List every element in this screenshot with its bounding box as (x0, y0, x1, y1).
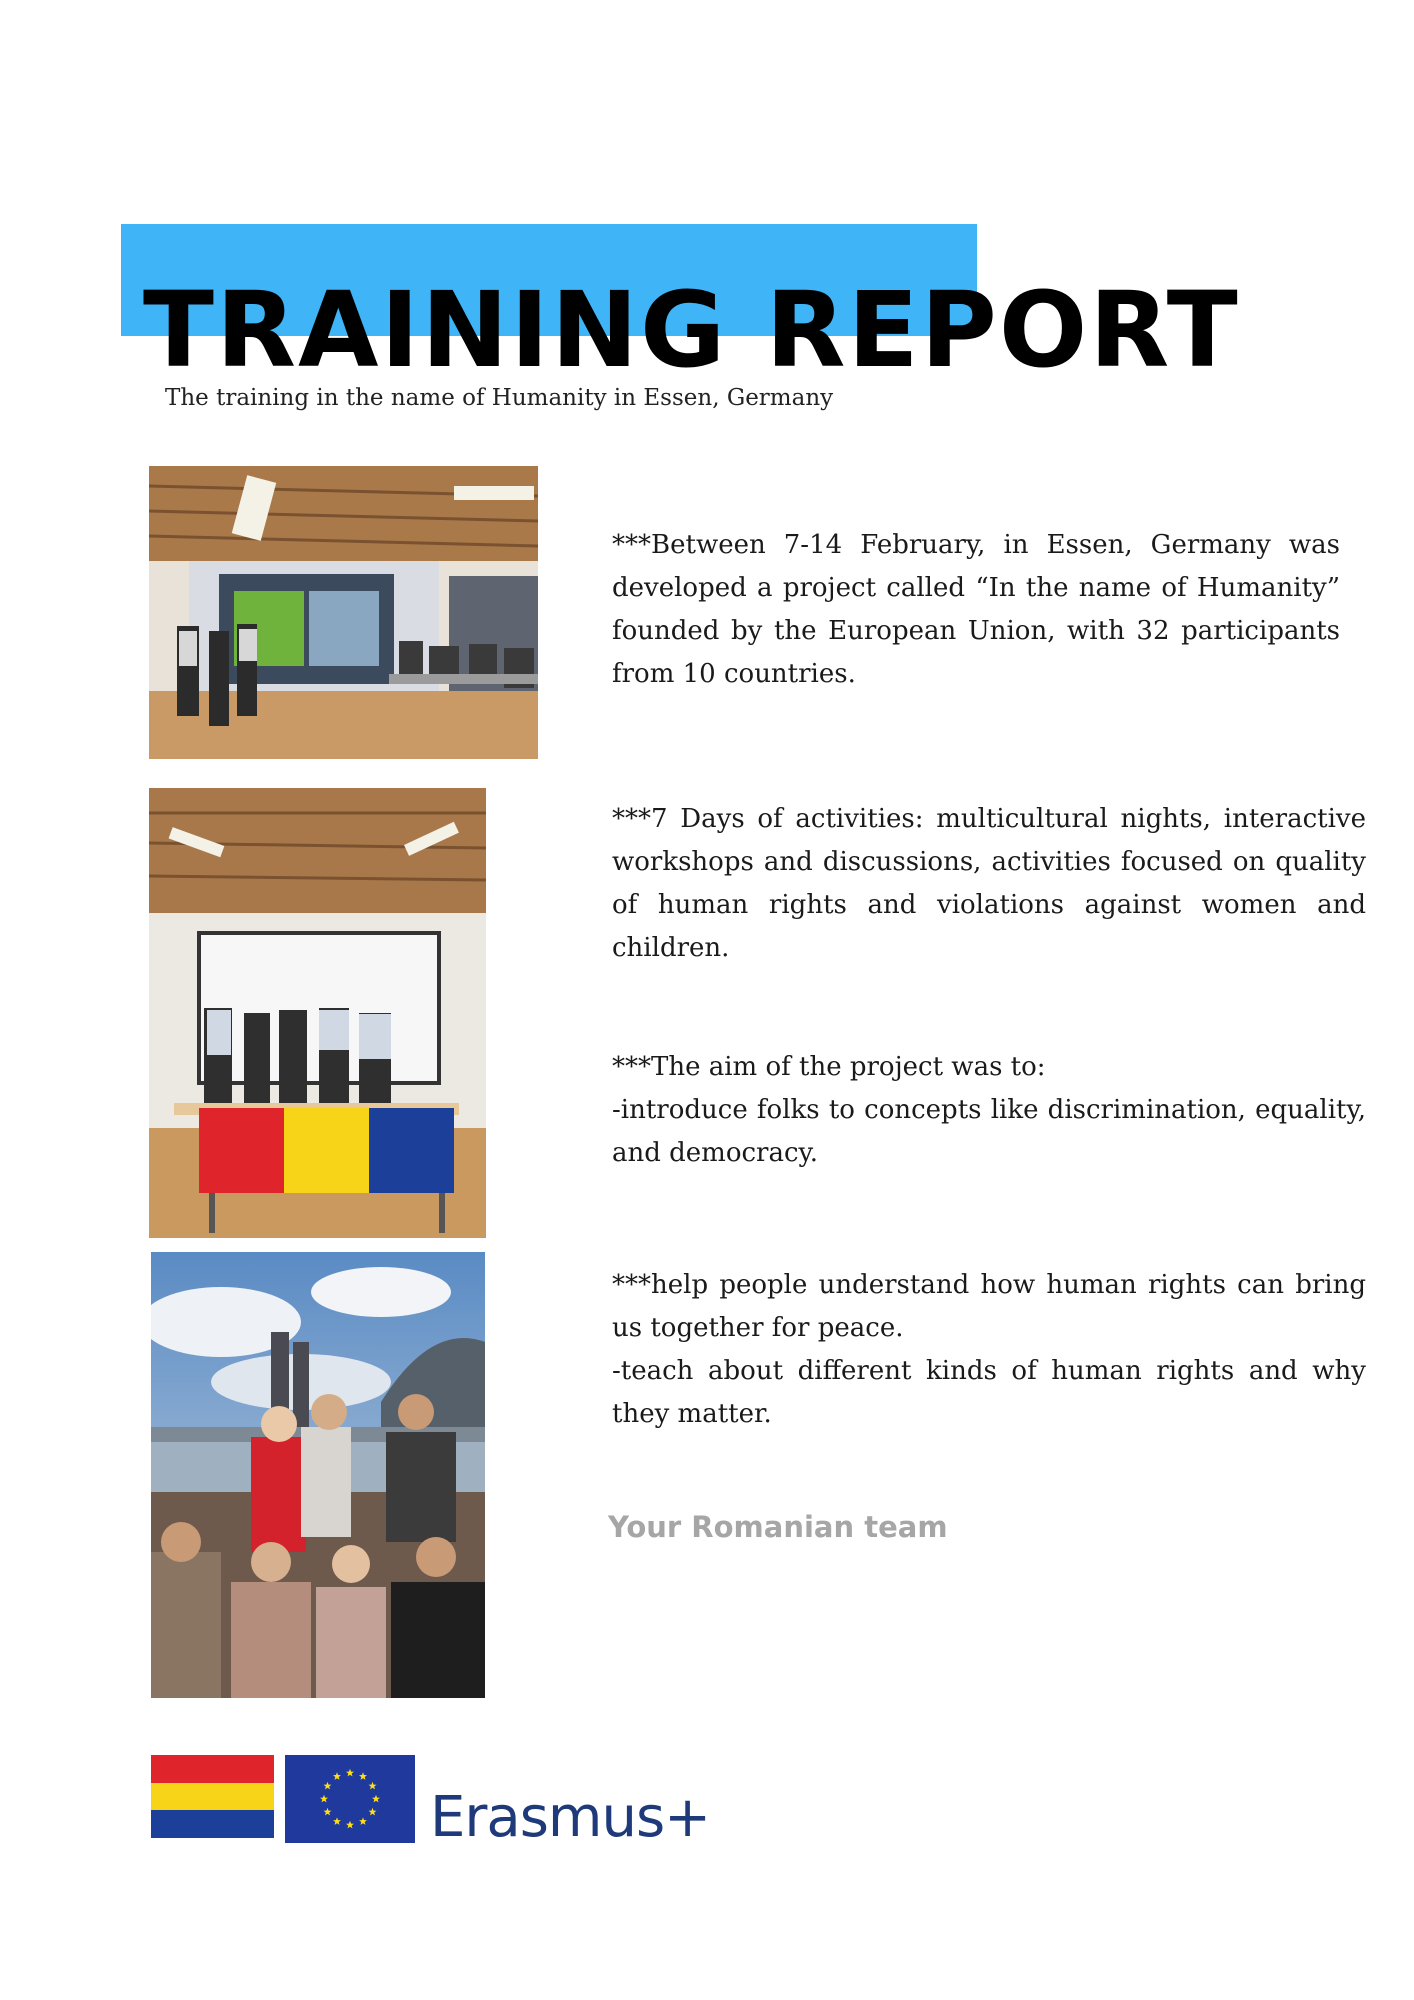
page-title: TRAINING REPORT (143, 269, 1240, 391)
paragraph-aim-continued (612, 1264, 1366, 1436)
paragraph-line: ***help people understand how human rights can bring us together for peace. (612, 1270, 1366, 1343)
flag-stripe-red (151, 1755, 274, 1783)
romania-flag-icon (151, 1755, 274, 1838)
paragraph-project-intro (612, 524, 1340, 696)
flag-stripe-blue (151, 1810, 274, 1838)
paragraph-aim (612, 1046, 1366, 1175)
paragraph-line: -introduce folks to concepts like discrimination, equality, and democracy. (612, 1095, 1366, 1168)
eu-flag-icon (285, 1755, 415, 1843)
photo-group-outdoor (151, 1252, 485, 1698)
page-subtitle: The training in the name of Humanity in Essen, Germany (165, 385, 834, 411)
photo-group-flag-table (149, 788, 486, 1238)
flag-stripe-yellow (151, 1783, 274, 1811)
erasmus-logo-text: Erasmus+ (430, 1785, 711, 1850)
paragraph-line: ***The aim of the project was to: (612, 1052, 1046, 1082)
photo-presentation (149, 466, 538, 759)
signature: Your Romanian team (608, 1510, 948, 1544)
paragraph-line: ***7 Days of activities: multicultural nights, interactive workshops and discussions, activities focused on quality of human rights and violations against women and children. (612, 804, 1366, 963)
paragraph-line: -teach about different kinds of human rights and why they matter. (612, 1356, 1366, 1429)
paragraph-activities (612, 798, 1366, 970)
paragraph-line: ***Between 7-14 February, in Essen, Germany was developed a project called “In the name of Humanity” founded by the European Union, with 32 participants from 10 countries. (612, 530, 1340, 689)
